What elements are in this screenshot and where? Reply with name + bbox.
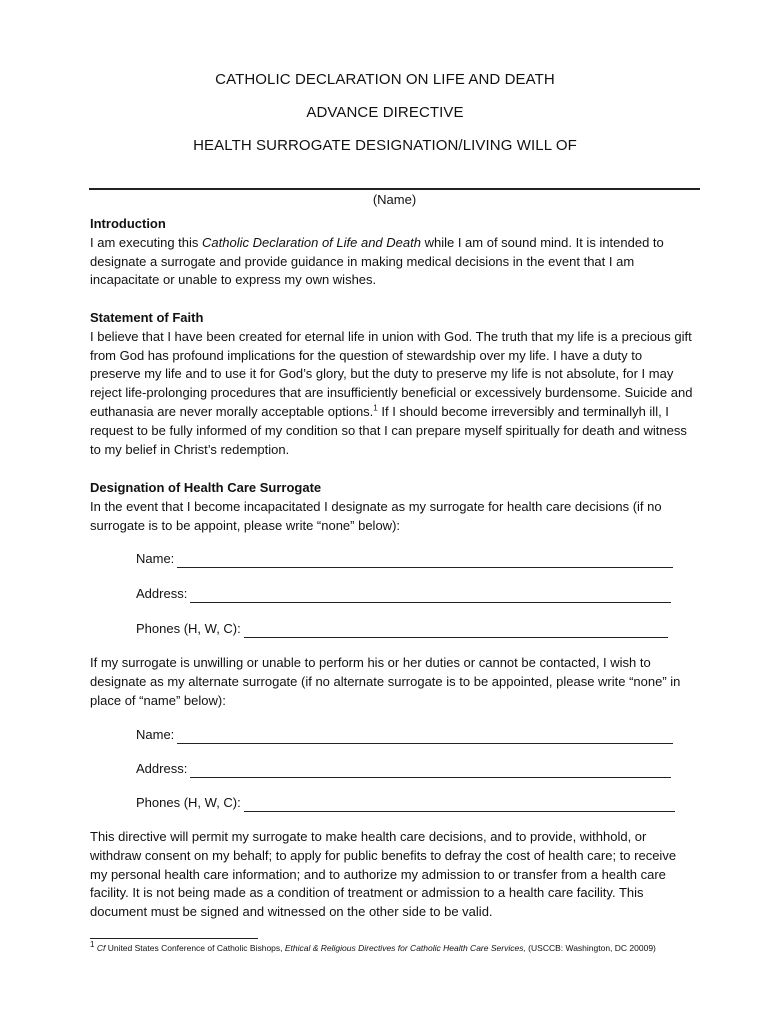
- footnote-mark: 1: [90, 940, 95, 950]
- footnote-reference: 1: [373, 403, 378, 413]
- surrogate-phones-label: Phones (H, W, C):: [136, 621, 241, 636]
- document-title: CATHOLIC DECLARATION ON LIFE AND DEATH: [215, 71, 555, 88]
- surrogate-name-label: Name:: [136, 551, 175, 566]
- alternate-phones-input[interactable]: [244, 798, 675, 812]
- owner-name-caption: (Name): [372, 192, 417, 207]
- designation-heading: Designation of Health Care Surrogate: [90, 480, 322, 495]
- alternate-phones-label: Phones (H, W, C):: [136, 795, 241, 810]
- alternate-name-input[interactable]: [177, 730, 673, 744]
- alternate-name-field: [136, 726, 673, 744]
- surrogate-address-input[interactable]: [190, 589, 671, 603]
- footnote: $^1$ Cf United States Conference of Catholic Bishops, Ethical & Religious Directives for Catholic Health Care Services, (USCCB: Washington, DC 20009): [90, 940, 656, 953]
- footnote-divider: [90, 938, 258, 939]
- faith-heading: Statement of Faith: [90, 310, 204, 325]
- surrogate-name-field: [136, 550, 673, 568]
- introduction-section: [90, 215, 696, 290]
- introduction-heading: Introduction: [90, 216, 166, 231]
- designation-section: [90, 479, 696, 535]
- faith-section: [90, 309, 696, 459]
- alternate-phones-field: [136, 794, 675, 812]
- surrogate-address-label: Address:: [136, 586, 188, 601]
- alternate-name-label: Name:: [136, 727, 175, 742]
- permit-section: [90, 828, 696, 922]
- document-subtitle-2: HEALTH SURROGATE DESIGNATION/LIVING WILL OF: [193, 137, 577, 154]
- designation-text: In the event that I become incapacitated I designate as my surrogate for health care decisions (if no surrogate is to be appoint, please write “none” below):: [90, 498, 662, 533]
- alternate-address-label: Address:: [136, 761, 188, 776]
- surrogate-phones-field: [136, 620, 668, 638]
- alternate-address-input[interactable]: [190, 764, 671, 778]
- permit-text: This directive will permit my surrogate to make health care decisions, and to provide, withhold, or withdraw consent on my behalf; to apply for public benefits to defray the cost of health care; to receive my personal health care information; and to authorize my admission to or transfer from a health care facility. It is not being made as a condition of treatment or admission to a health care facility. This document must be signed and witnessed on the other side to be valid.: [90, 829, 677, 920]
- surrogate-name-input[interactable]: [177, 554, 673, 568]
- alternate-text: If my surrogate is unwilling or unable to perform his or her duties or cannot be contacted, I wish to designate as my alternate surrogate (if no alternate surrogate is to be appointed, please write “none” in place of “name” below):: [90, 655, 681, 708]
- owner-name-line[interactable]: [89, 188, 700, 190]
- faith-text: I believe that I have been created for eternal life in union with God. The truth that my life is a precious gift from God has profound implications for the question of stewardship over my life. I have a duty to preserve my life and to use it for God’s glory, but the duty to preserve my life is not absolute, for I may reject life-prolonging procedures that are insufficiently beneficial or excessively burdensome. Suicide and euthanasia are never morally acceptable options.$^1$ If I should become irreversibly and terminallyh ill, I request to be fully informed of my condition so that I can prepare myself spiritually for death and witness to my belief in Christ’s redemption.: [90, 328, 693, 457]
- surrogate-address-field: [136, 585, 671, 603]
- introduction-text: I am executing this Catholic Declaration of Life and Death while I am of sound mind. It is intended to designate a surrogate and provide guidance in making medical decisions in the event that I am incapacitate or unable to express my own wishes.: [90, 234, 664, 288]
- alternate-section: [90, 654, 696, 710]
- alternate-address-field: [136, 760, 671, 778]
- document-subtitle: ADVANCE DIRECTIVE: [306, 104, 464, 121]
- surrogate-phones-input[interactable]: [244, 624, 668, 638]
